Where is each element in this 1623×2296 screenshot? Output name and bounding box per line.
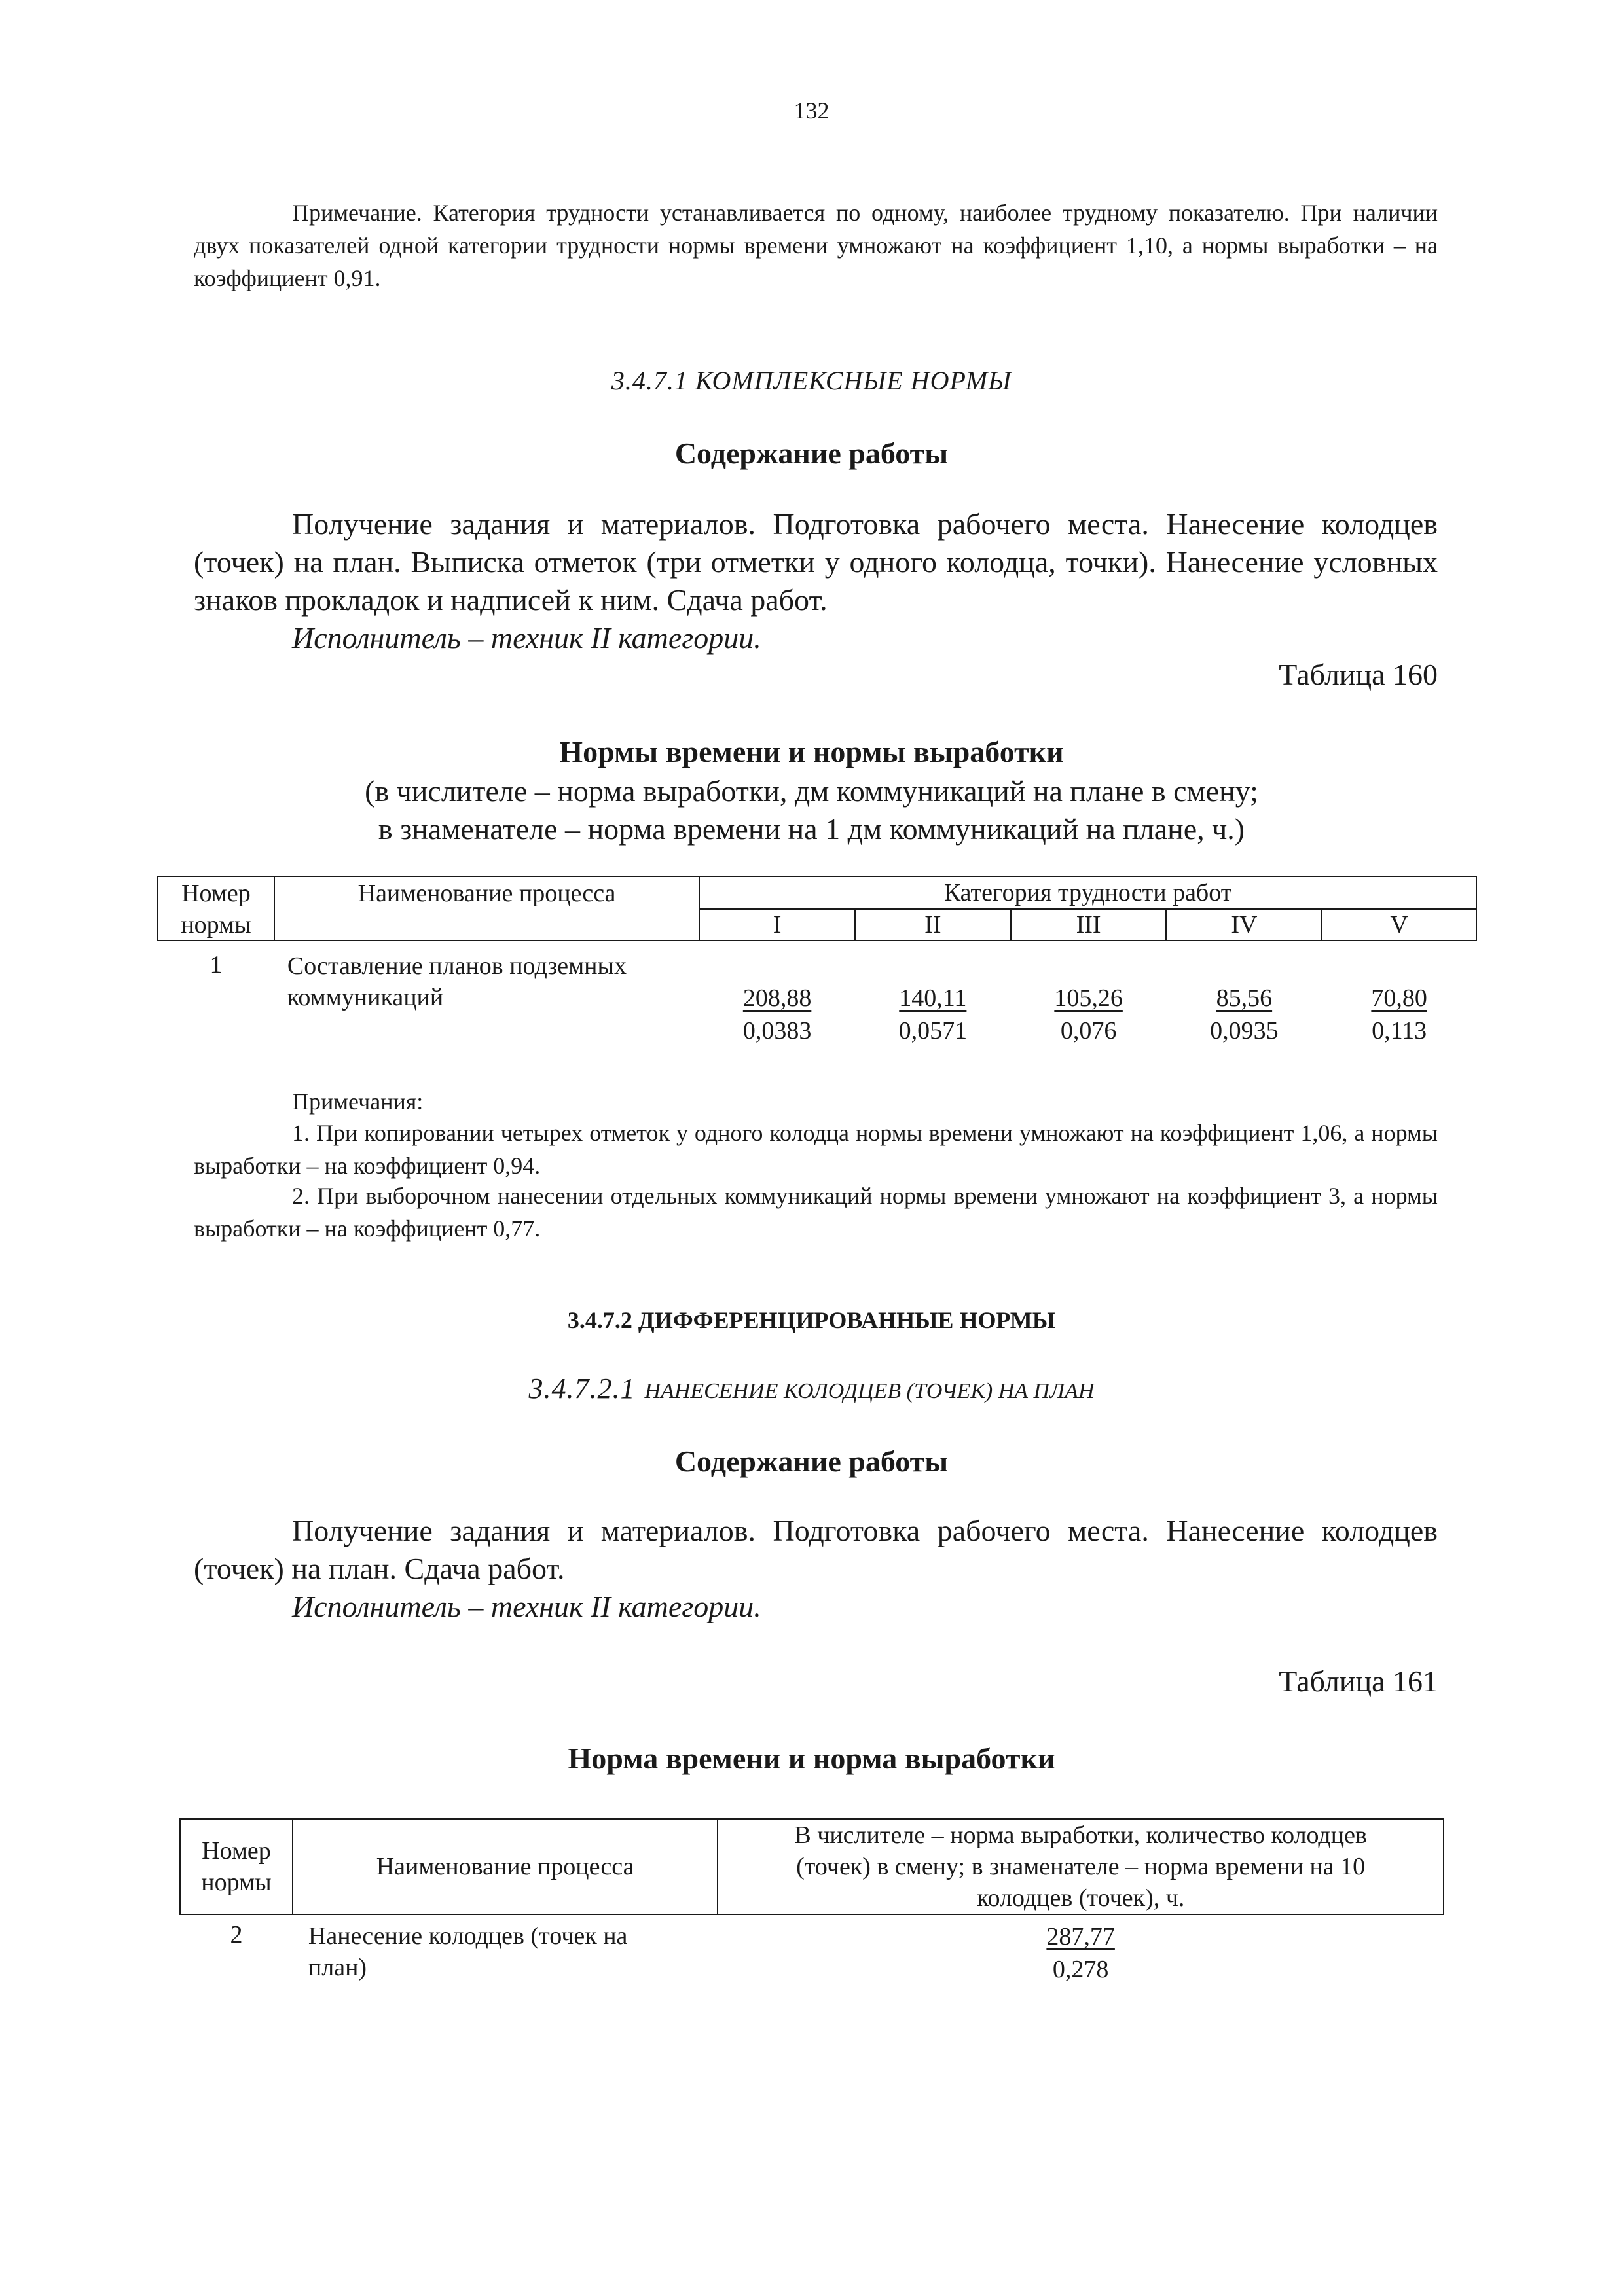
col-header-value-line-3: колодцев (точек), ч. <box>976 1884 1185 1912</box>
row-process-line-1: Составление планов подземных <box>287 952 627 980</box>
category-header: V <box>1322 909 1476 941</box>
subsection-title <box>0 1372 1623 1405</box>
value-numerator: 140,11 <box>899 984 967 1012</box>
col-header-number: Номер <box>158 876 274 909</box>
value-fraction <box>1046 1920 1115 1986</box>
row-number: 1 <box>210 951 223 978</box>
row-process-line-2: коммуникаций <box>287 984 444 1011</box>
value-denominator: 0,113 <box>1372 1017 1427 1045</box>
value-numerator: 85,56 <box>1216 984 1273 1012</box>
value-fraction <box>743 982 812 1047</box>
col-header-category: Категория трудности работ <box>699 876 1476 909</box>
row-process <box>293 1914 718 1986</box>
value-numerator: 105,26 <box>1054 984 1123 1012</box>
value-numerator: 70,80 <box>1371 984 1427 1012</box>
table-subtitle-2: в знаменателе – норма времени на 1 дм коммуникаций на плане, ч.) <box>378 812 1245 846</box>
content-text: Получение задания и материалов. Подготовка рабочего места. Нанесение колодцев (точек) на план. Сдача работ. <box>194 1514 1438 1585</box>
content-heading: Содержание работы <box>674 437 949 470</box>
value-denominator: 0,076 <box>1060 1017 1117 1045</box>
value-denominator: 0,0935 <box>1210 1017 1279 1045</box>
col-header-number-line-2: нормы <box>201 1869 272 1896</box>
subsection-name: НАНЕСЕНИЕ КОЛОДЦЕВ (ТОЧЕК) НА ПЛАН <box>644 1379 1095 1403</box>
col-header-value-line-1: В числителе – норма выработки, количество колодцев <box>794 1821 1367 1849</box>
row-process <box>274 941 699 1047</box>
value-fraction <box>1371 982 1427 1047</box>
row-process-line-2: план) <box>308 1954 367 1981</box>
content-heading: Содержание работы <box>674 1444 949 1478</box>
value-fraction <box>1210 982 1279 1047</box>
top-note: Примечание. Категория трудности устанавливается по одному, наиболее трудному показателю. При наличии двух показателей одной категории трудности нормы времени умножают на коэффициент 1,10, а нормы выработки – на коэффициент 0,91. <box>194 200 1438 291</box>
table-row <box>180 1914 1444 1986</box>
value-denominator: 0,278 <box>1052 1956 1109 1983</box>
section-title: 3.4.7.1 КОМПЛЕКСНЫЕ НОРМЫ <box>611 366 1012 395</box>
value-denominator: 0,0383 <box>742 1017 812 1045</box>
col-header-number-2: нормы <box>158 909 274 941</box>
col-header-value <box>718 1819 1444 1914</box>
table-label: Таблица 161 <box>1279 1664 1438 1698</box>
table-label: Таблица 160 <box>1279 658 1438 691</box>
executor-text: Исполнитель – техник II категории. <box>292 1590 761 1623</box>
section-title: 3.4.7.2 ДИФФЕРЕНЦИРОВАННЫЕ НОРМЫ <box>567 1307 1056 1333</box>
value-fraction <box>899 982 968 1047</box>
col-header-process: Наименование процесса <box>274 876 699 909</box>
subsection-number: 3.4.7.2.1 <box>528 1372 636 1405</box>
col-header-number <box>180 1819 293 1914</box>
col-header-process-blank <box>274 909 699 941</box>
value-numerator: 287,77 <box>1046 1923 1115 1950</box>
content-text: Получение задания и материалов. Подготовка рабочего места. Нанесение колодцев (точек) на план. Выписка отметок (три отметки у одного колодца, точки). Нанесение условных знаков прокладок и надписей к ним. Сдача работ. <box>194 507 1438 617</box>
norms-table-161 <box>179 1818 1444 1986</box>
value-fraction <box>1054 982 1123 1047</box>
category-header: II <box>855 909 1011 941</box>
col-header-number-line-1: Номер <box>202 1837 271 1865</box>
table-title: Норма времени и норма выработки <box>568 1742 1055 1775</box>
row-process-line-1: Нанесение колодцев (точек на <box>308 1922 628 1950</box>
col-header-process: Наименование процесса <box>293 1819 718 1914</box>
col-header-value-line-2: (точек) в смену; в знаменателе – норма времени на 10 <box>796 1853 1366 1880</box>
note-2: 2. При выборочном нанесении отдельных коммуникаций нормы времени умножают на коэффициент 3, а нормы выработки – на коэффициент 0,77. <box>194 1183 1438 1242</box>
notes-title: Примечания: <box>292 1088 424 1115</box>
category-header: I <box>699 909 855 941</box>
table-title: Нормы времени и нормы выработки <box>559 735 1064 768</box>
table-row <box>158 941 1476 1047</box>
category-header: III <box>1011 909 1167 941</box>
table-subtitle-1: (в числителе – норма выработки, дм коммуникаций на плане в смену; <box>365 774 1258 808</box>
value-numerator: 208,88 <box>742 984 812 1012</box>
row-number: 2 <box>230 1921 243 1948</box>
executor-text: Исполнитель – техник II категории. <box>292 621 761 655</box>
category-header: IV <box>1166 909 1322 941</box>
value-denominator: 0,0571 <box>898 1017 968 1045</box>
norms-table-160 <box>157 876 1477 1047</box>
page-number: 132 <box>793 98 830 124</box>
note-1: 1. При копировании четырех отметок у одного колодца нормы времени умножают на коэффициент 1,06, а нормы выработки – на коэффициент 0,94. <box>194 1120 1438 1179</box>
